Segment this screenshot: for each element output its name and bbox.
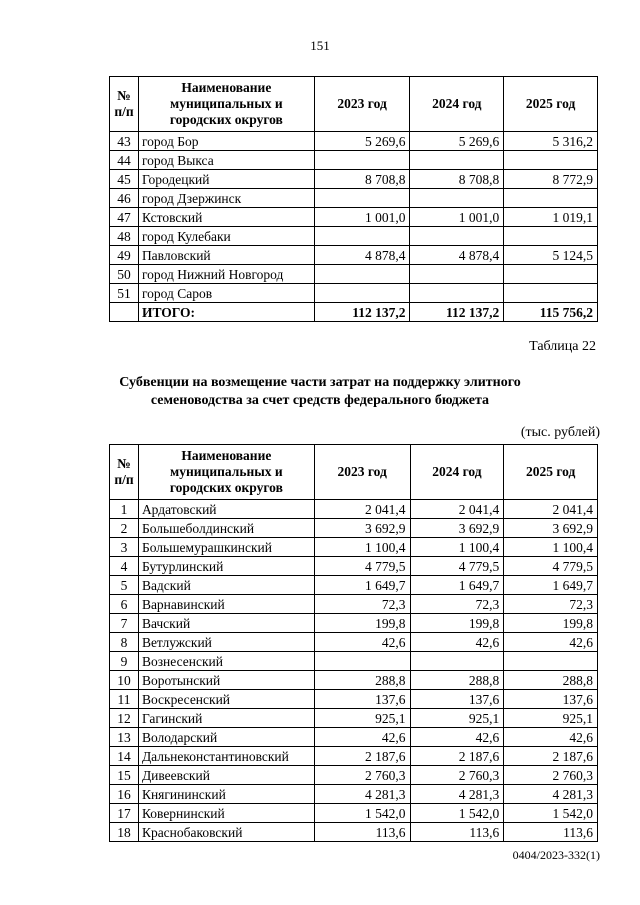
row-value-2025: 925,1	[504, 709, 598, 728]
row-number: 13	[110, 728, 139, 747]
row-value-2024	[410, 227, 504, 246]
row-value-2023: 4 878,4	[314, 246, 410, 265]
row-value-2024: 4 878,4	[410, 246, 504, 265]
header-2023: 2023 год	[314, 77, 410, 132]
table-row	[110, 614, 598, 633]
row-value-2023	[314, 189, 410, 208]
row-value-2025: 113,6	[504, 823, 598, 842]
row-value-2023	[314, 227, 410, 246]
row-value-2023: 42,6	[314, 633, 410, 652]
row-value-2025	[504, 284, 598, 303]
row-value-2024: 1 542,0	[410, 804, 504, 823]
row-value-2025: 1 542,0	[504, 804, 598, 823]
row-value-2023: 3 692,9	[314, 519, 410, 538]
row-number: 45	[110, 170, 139, 189]
row-number: 17	[110, 804, 139, 823]
table-row	[110, 500, 598, 519]
table-row	[110, 747, 598, 766]
row-value-2023: 1 100,4	[314, 538, 410, 557]
row-value-2025: 2 187,6	[504, 747, 598, 766]
row-value-2024: 72,3	[410, 595, 504, 614]
row-number: 18	[110, 823, 139, 842]
header-2025: 2025 год	[504, 445, 598, 500]
table-row	[110, 576, 598, 595]
row-number: 2	[110, 519, 139, 538]
row-value-2024: 5 269,6	[410, 132, 504, 151]
row-value-2025: 8 772,9	[504, 170, 598, 189]
row-number: 16	[110, 785, 139, 804]
row-name: Большеболдинский	[138, 519, 314, 538]
row-value-2024: 42,6	[410, 633, 504, 652]
row-value-2024: 1 100,4	[410, 538, 504, 557]
row-number: 10	[110, 671, 139, 690]
table-22-title	[0, 374, 640, 410]
total-row	[110, 303, 598, 322]
row-value-2024: 42,6	[410, 728, 504, 747]
table-row	[110, 538, 598, 557]
row-value-2025: 72,3	[504, 595, 598, 614]
row-value-2023: 5 269,6	[314, 132, 410, 151]
row-value-2025: 3 692,9	[504, 519, 598, 538]
row-number: 49	[110, 246, 139, 265]
row-name: Ветлужский	[138, 633, 314, 652]
row-value-2024	[410, 189, 504, 208]
row-name: Воскресенский	[138, 690, 314, 709]
table-row	[110, 690, 598, 709]
row-value-2023	[314, 265, 410, 284]
row-name: город Кулебаки	[138, 227, 314, 246]
table-row	[110, 208, 598, 227]
row-value-2023	[314, 151, 410, 170]
table-row	[110, 557, 598, 576]
table-row	[110, 246, 598, 265]
table-row	[110, 170, 598, 189]
row-value-2025	[504, 652, 598, 671]
row-value-2024: 1 649,7	[410, 576, 504, 595]
row-value-2024: 2 041,4	[410, 500, 504, 519]
row-name: Вачский	[138, 614, 314, 633]
row-value-2023: 113,6	[314, 823, 410, 842]
table-row	[110, 151, 598, 170]
row-name: город Нижний Новгород	[138, 265, 314, 284]
row-number: 50	[110, 265, 139, 284]
row-name: Вознесенский	[138, 652, 314, 671]
table-row	[110, 766, 598, 785]
row-name: Кстовский	[138, 208, 314, 227]
table-row	[110, 595, 598, 614]
row-number: 47	[110, 208, 139, 227]
row-number: 1	[110, 500, 139, 519]
document-code: 0404/2023-332(1)	[512, 848, 600, 862]
table-row	[110, 671, 598, 690]
row-value-2025	[504, 265, 598, 284]
total-2023: 112 137,2	[314, 303, 410, 322]
table-row	[110, 785, 598, 804]
row-value-2025: 4 779,5	[504, 557, 598, 576]
page-number: 151	[310, 38, 330, 53]
total-2024: 112 137,2	[410, 303, 504, 322]
table-22-title-text: Субвенции на возмещение части затрат на поддержку элитного семеноводства за счет средств федерального бюджета	[119, 375, 521, 408]
row-value-2025	[504, 151, 598, 170]
header-2023: 2023 год	[314, 445, 410, 500]
row-number: 4	[110, 557, 139, 576]
row-number: 11	[110, 690, 139, 709]
row-value-2025: 2 760,3	[504, 766, 598, 785]
table-22	[109, 444, 598, 842]
row-number: 9	[110, 652, 139, 671]
row-value-2023: 2 760,3	[314, 766, 410, 785]
row-value-2024: 4 779,5	[410, 557, 504, 576]
row-value-2023: 288,8	[314, 671, 410, 690]
row-name: город Саров	[138, 284, 314, 303]
row-name: город Выкса	[138, 151, 314, 170]
row-value-2023: 1 649,7	[314, 576, 410, 595]
total-label: ИТОГО:	[138, 303, 314, 322]
table-22-label: Таблица 22	[529, 339, 596, 354]
row-value-2023: 2 041,4	[314, 500, 410, 519]
table-row	[110, 265, 598, 284]
table-row	[110, 804, 598, 823]
table-row	[110, 823, 598, 842]
row-value-2023	[314, 284, 410, 303]
row-number: 6	[110, 595, 139, 614]
row-name: Вадский	[138, 576, 314, 595]
row-number: 5	[110, 576, 139, 595]
row-name: Ковернинский	[138, 804, 314, 823]
row-value-2024	[410, 151, 504, 170]
total-2025: 115 756,2	[504, 303, 598, 322]
table-row	[110, 284, 598, 303]
row-value-2023: 1 001,0	[314, 208, 410, 227]
row-name: Городецкий	[138, 170, 314, 189]
row-value-2024	[410, 652, 504, 671]
row-value-2023: 4 281,3	[314, 785, 410, 804]
header-2025: 2025 год	[504, 77, 598, 132]
row-value-2024: 4 281,3	[410, 785, 504, 804]
row-value-2023: 137,6	[314, 690, 410, 709]
row-value-2025: 42,6	[504, 633, 598, 652]
header-name: Наименование муниципальных и городских округов	[138, 77, 314, 132]
row-number: 46	[110, 189, 139, 208]
row-value-2024	[410, 284, 504, 303]
row-value-2024: 2 187,6	[410, 747, 504, 766]
table-row	[110, 519, 598, 538]
row-number: 14	[110, 747, 139, 766]
row-name: город Дзержинск	[138, 189, 314, 208]
row-value-2023: 2 187,6	[314, 747, 410, 766]
row-value-2024: 3 692,9	[410, 519, 504, 538]
row-value-2023: 4 779,5	[314, 557, 410, 576]
row-number: 8	[110, 633, 139, 652]
row-name: Бутурлинский	[138, 557, 314, 576]
row-value-2025: 199,8	[504, 614, 598, 633]
row-value-2025: 137,6	[504, 690, 598, 709]
row-value-2023: 72,3	[314, 595, 410, 614]
table-row	[110, 227, 598, 246]
row-value-2025: 5 316,2	[504, 132, 598, 151]
row-number: 12	[110, 709, 139, 728]
row-value-2025: 4 281,3	[504, 785, 598, 804]
row-name: Павловский	[138, 246, 314, 265]
row-value-2024: 113,6	[410, 823, 504, 842]
row-value-2023: 8 708,8	[314, 170, 410, 189]
row-value-2025: 288,8	[504, 671, 598, 690]
row-name: Ардатовский	[138, 500, 314, 519]
row-name: город Бор	[138, 132, 314, 151]
table-row	[110, 709, 598, 728]
row-value-2025	[504, 189, 598, 208]
table-row	[110, 652, 598, 671]
header-2024: 2024 год	[410, 445, 504, 500]
table-row	[110, 633, 598, 652]
row-number: 48	[110, 227, 139, 246]
row-name: Воротынский	[138, 671, 314, 690]
row-value-2023: 42,6	[314, 728, 410, 747]
row-name: Варнавинский	[138, 595, 314, 614]
row-number: 51	[110, 284, 139, 303]
header-name: Наименование муниципальных и городских округов	[138, 445, 314, 500]
row-name: Дивеевский	[138, 766, 314, 785]
row-name: Краснобаковский	[138, 823, 314, 842]
row-number: 44	[110, 151, 139, 170]
row-value-2024: 8 708,8	[410, 170, 504, 189]
header-num: № п/п	[110, 77, 139, 132]
row-value-2023: 199,8	[314, 614, 410, 633]
row-number: 7	[110, 614, 139, 633]
row-value-2024: 137,6	[410, 690, 504, 709]
table-row	[110, 132, 598, 151]
row-name: Гагинский	[138, 709, 314, 728]
table-22-units: (тыс. рублей)	[520, 425, 600, 440]
row-number: 15	[110, 766, 139, 785]
row-value-2024: 199,8	[410, 614, 504, 633]
row-value-2024: 1 001,0	[410, 208, 504, 227]
row-value-2025: 1 100,4	[504, 538, 598, 557]
row-value-2024	[410, 265, 504, 284]
row-number: 43	[110, 132, 139, 151]
row-value-2024: 925,1	[410, 709, 504, 728]
table-row	[110, 728, 598, 747]
row-value-2023	[314, 652, 410, 671]
row-number: 3	[110, 538, 139, 557]
row-value-2025: 2 041,4	[504, 500, 598, 519]
row-value-2025: 1 019,1	[504, 208, 598, 227]
row-name: Дальнеконстантиновский	[138, 747, 314, 766]
row-value-2025	[504, 227, 598, 246]
row-value-2023: 1 542,0	[314, 804, 410, 823]
row-name: Большемурашкинский	[138, 538, 314, 557]
header-2024: 2024 год	[410, 77, 504, 132]
row-name: Княгининский	[138, 785, 314, 804]
row-value-2025: 42,6	[504, 728, 598, 747]
table-21-continued	[109, 76, 598, 322]
row-name: Володарский	[138, 728, 314, 747]
row-value-2025: 5 124,5	[504, 246, 598, 265]
row-value-2024: 2 760,3	[410, 766, 504, 785]
header-num: № п/п	[110, 445, 139, 500]
row-value-2023: 925,1	[314, 709, 410, 728]
row-value-2024: 288,8	[410, 671, 504, 690]
table-row	[110, 189, 598, 208]
row-value-2025: 1 649,7	[504, 576, 598, 595]
